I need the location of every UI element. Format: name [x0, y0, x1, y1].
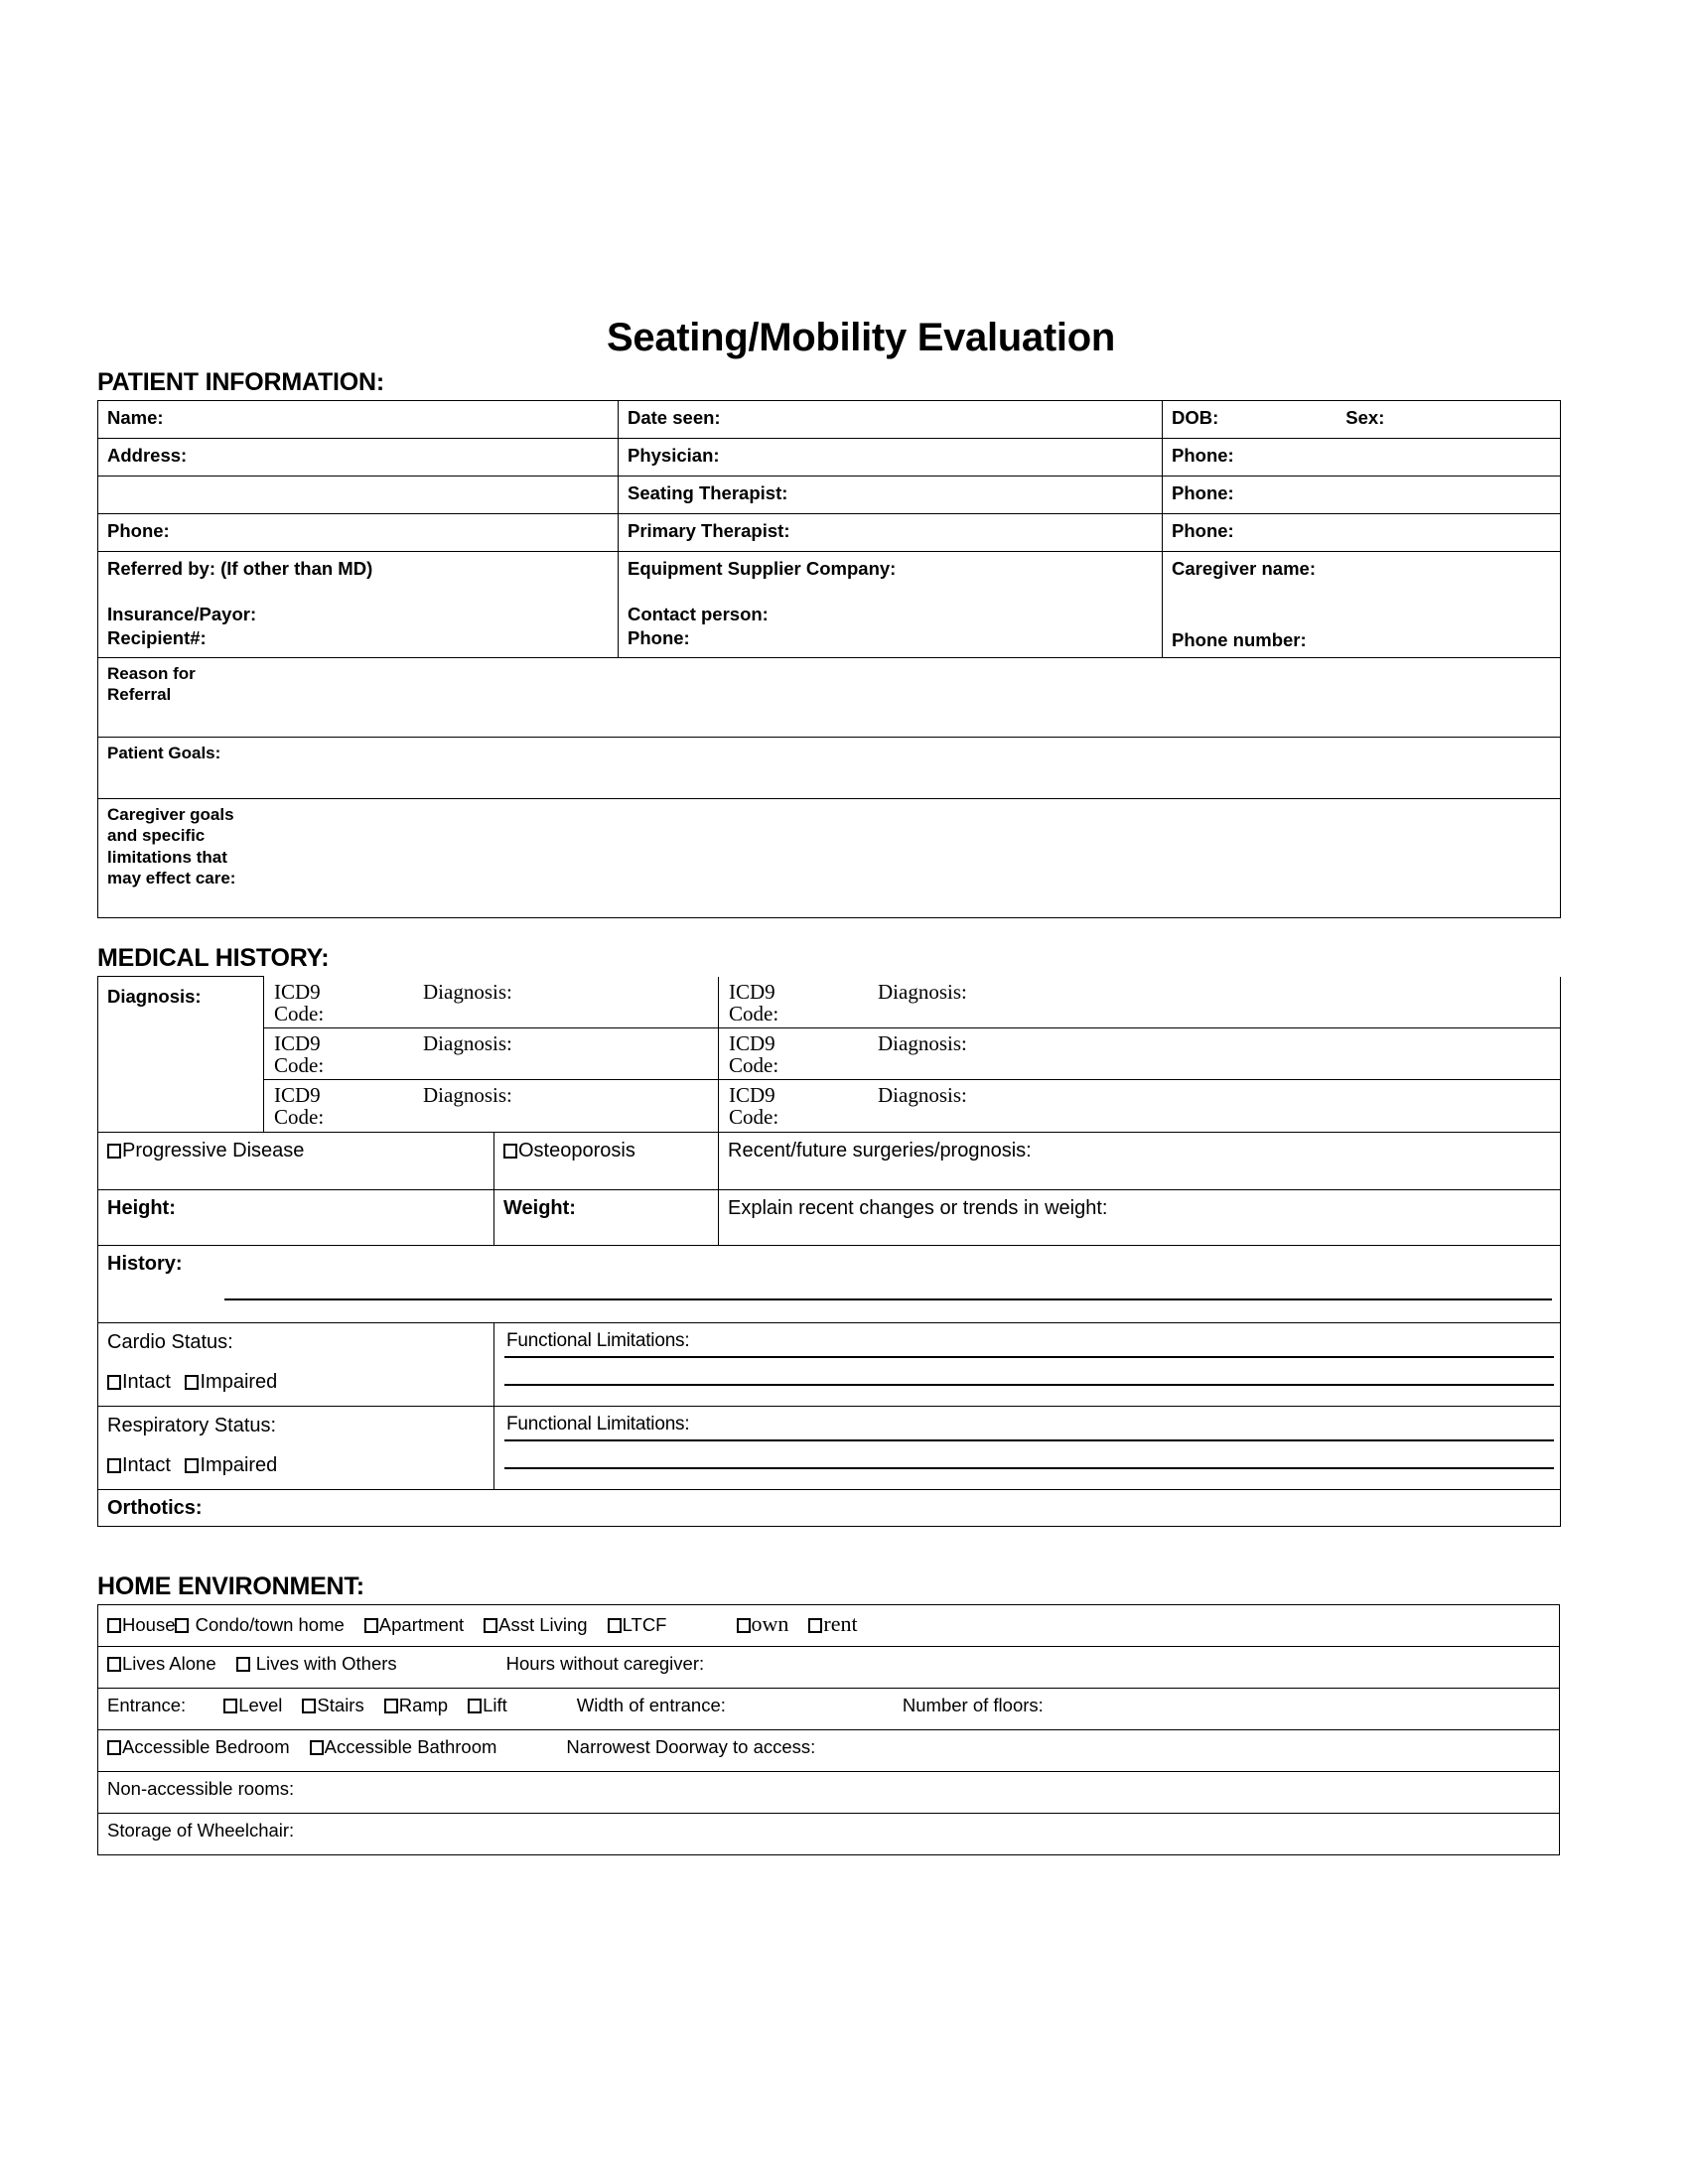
diagnosis-column-right: [719, 977, 1561, 1133]
table-row: [98, 401, 1561, 439]
field-recent-surgeries[interactable]: Recent/future surgeries/prognosis:: [719, 1132, 1561, 1189]
caregiver-goals-line-1: Caregiver goals: [107, 805, 234, 825]
checkbox-icon[interactable]: [107, 1740, 121, 1755]
caregiver-goals-line-2: and specific: [107, 826, 206, 846]
field-history[interactable]: [98, 1245, 1561, 1322]
checkbox-label-lives-alone: Lives Alone: [122, 1652, 216, 1674]
icd9-code-label: Code:: [274, 1053, 325, 1078]
field-physician-phone[interactable]: Phone:: [1163, 439, 1561, 477]
icd9-code-label: Code:: [274, 1002, 325, 1026]
checkbox-icon[interactable]: [310, 1740, 324, 1755]
checkbox-icon[interactable]: [468, 1699, 482, 1713]
checkbox-label-ltcf: LTCF: [622, 1613, 667, 1635]
checkbox-icon[interactable]: [484, 1618, 497, 1633]
cardio-functional-limitations-block[interactable]: [494, 1322, 1561, 1406]
table-row: [98, 1245, 1561, 1322]
field-name[interactable]: Name:: [98, 401, 619, 439]
diagnosis-entry[interactable]: [719, 1080, 1560, 1132]
table-row: [98, 1604, 1560, 1646]
dwelling-type-row: [98, 1604, 1560, 1646]
respiratory-status-label: Respiratory Status:: [107, 1414, 277, 1436]
reason-for-referral-line-1: Reason for: [107, 664, 196, 684]
checkbox-label-stairs: Stairs: [317, 1694, 364, 1715]
checkbox-icon[interactable]: [503, 1144, 517, 1159]
table-row: [98, 658, 1561, 738]
diagnosis-entry[interactable]: [264, 1080, 718, 1132]
page-title: Seating/Mobility Evaluation: [607, 316, 1115, 359]
entrance-label: Entrance:: [107, 1694, 187, 1715]
diagnosis-label: Diagnosis:: [98, 977, 264, 1133]
field-reason-for-referral[interactable]: [98, 658, 1561, 738]
table-row: [98, 1406, 1561, 1489]
checkbox-icon[interactable]: [107, 1375, 121, 1390]
diagnosis-field: Diagnosis:: [423, 1030, 512, 1055]
icd9-code-label: Code:: [729, 1002, 779, 1026]
write-line: [504, 1467, 1554, 1469]
checkbox-label-lift: Lift: [483, 1694, 507, 1715]
history-label: History:: [107, 1252, 183, 1275]
accessible-rooms-row: [98, 1729, 1560, 1771]
icd9-code-label: Code:: [274, 1105, 325, 1130]
patient-information-table: [97, 400, 1561, 918]
field-explain-weight[interactable]: Explain recent changes or trends in weight:: [719, 1189, 1561, 1245]
history-write-line: [224, 1298, 1552, 1300]
table-row: [98, 477, 1561, 514]
field-caregiver-goals[interactable]: [98, 799, 1561, 918]
icd9-code-label: Code:: [729, 1105, 779, 1130]
checkbox-label-level: Level: [238, 1694, 283, 1715]
checkbox-osteoporosis[interactable]: [494, 1132, 719, 1189]
home-environment-table: [97, 1604, 1560, 1855]
field-height[interactable]: Height:: [98, 1189, 494, 1245]
field-primary-therapist[interactable]: Primary Therapist:: [619, 514, 1163, 552]
checkbox-label: Intact: [122, 1453, 171, 1476]
checkbox-icon[interactable]: [808, 1618, 822, 1633]
checkbox-label-own: own: [751, 1610, 789, 1636]
diagnosis-entry[interactable]: [719, 1028, 1560, 1080]
field-primary-therapist-phone[interactable]: Phone:: [1163, 514, 1561, 552]
caregiver-goals-line-4: may effect care:: [107, 868, 236, 887]
checkbox-label-house: House: [122, 1613, 176, 1635]
field-address-line2[interactable]: [98, 477, 619, 514]
table-row: [98, 1688, 1560, 1729]
cardio-status-label: Cardio Status:: [107, 1330, 233, 1353]
field-supplier-block[interactable]: [619, 552, 1163, 658]
table-row: [98, 1729, 1560, 1771]
diagnosis-entry[interactable]: [264, 977, 718, 1028]
diagnosis-field: Diagnosis:: [423, 979, 512, 1004]
cardio-functional-limitations-label: Functional Limitations:: [506, 1329, 690, 1351]
icd9-label: ICD9: [729, 1030, 775, 1055]
field-weight[interactable]: Weight:: [494, 1189, 719, 1245]
field-caregiver-block[interactable]: [1163, 552, 1561, 658]
field-dob-label: DOB:: [1172, 407, 1219, 428]
checkbox-icon[interactable]: [236, 1657, 250, 1672]
respiratory-functional-limitations-block[interactable]: [494, 1406, 1561, 1489]
field-storage-of-wheelchair[interactable]: Storage of Wheelchair:: [98, 1813, 1560, 1854]
cardio-status-options: [107, 1369, 486, 1395]
table-row: [98, 1646, 1560, 1688]
field-address[interactable]: Address:: [98, 439, 619, 477]
checkbox-icon[interactable]: [737, 1618, 751, 1633]
icd9-label: ICD9: [729, 1082, 775, 1107]
checkbox-icon[interactable]: [185, 1375, 199, 1390]
table-row: [98, 1189, 1561, 1245]
table-row: [98, 1132, 1561, 1189]
checkbox-label-rent: rent: [823, 1610, 858, 1636]
icd9-label: ICD9: [274, 1030, 321, 1055]
checkbox-icon[interactable]: [223, 1699, 237, 1713]
diagnosis-field: Diagnosis:: [878, 1030, 967, 1055]
checkbox-icon[interactable]: [107, 1657, 121, 1672]
table-row: [98, 977, 1561, 1133]
table-row: [98, 1771, 1560, 1813]
caregiver-goals-line-3: limitations that: [107, 847, 227, 867]
checkbox-progressive-disease[interactable]: [98, 1132, 494, 1189]
field-date-seen[interactable]: Date seen:: [619, 401, 1163, 439]
field-hours-without-caregiver[interactable]: Hours without caregiver:: [505, 1652, 705, 1674]
field-supplier-phone: Phone:: [628, 627, 690, 649]
form-sheet: [97, 316, 1587, 1855]
field-phone[interactable]: Phone:: [98, 514, 619, 552]
checkbox-label-accessible-bathroom: Accessible Bathroom: [324, 1735, 497, 1757]
entrance-row: [98, 1688, 1560, 1729]
table-row: [98, 738, 1561, 799]
checkbox-icon[interactable]: [107, 1458, 121, 1473]
checkbox-icon[interactable]: [384, 1699, 398, 1713]
icd9-label: ICD9: [274, 979, 321, 1004]
field-equipment-supplier-company: Equipment Supplier Company:: [628, 558, 897, 579]
reason-for-referral-line-2: Referral: [107, 685, 172, 705]
cardio-status-block[interactable]: [98, 1322, 494, 1406]
field-referred-by: Referred by: (If other than MD): [107, 558, 373, 579]
write-line: [504, 1384, 1554, 1386]
table-row: [98, 552, 1561, 658]
table-row: [98, 1813, 1560, 1854]
section-heading-home-environment: HOME ENVIRONMENT:: [97, 1571, 364, 1600]
icd9-label: ICD9: [274, 1082, 321, 1107]
icd9-label: ICD9: [729, 979, 775, 1004]
field-width-of-entrance[interactable]: Width of entrance:: [576, 1694, 726, 1715]
checkbox-icon[interactable]: [608, 1618, 622, 1633]
checkbox-icon[interactable]: [185, 1458, 199, 1473]
respiratory-status-options: [107, 1452, 486, 1478]
table-row: [98, 1322, 1561, 1406]
field-referred-by-block[interactable]: [98, 552, 619, 658]
checkbox-label-asst-living: Asst Living: [498, 1613, 588, 1635]
field-contact-person: Contact person:: [628, 604, 769, 625]
respiratory-functional-limitations-label: Functional Limitations:: [506, 1413, 690, 1434]
diagnosis-entry[interactable]: [264, 1028, 718, 1080]
field-non-accessible-rooms[interactable]: Non-accessible rooms:: [98, 1771, 1560, 1813]
diagnosis-field: Diagnosis:: [423, 1082, 512, 1107]
diagnosis-field: Diagnosis:: [878, 1082, 967, 1107]
checkbox-icon[interactable]: [107, 1144, 121, 1159]
checkbox-label: Intact: [122, 1370, 171, 1393]
field-patient-goals[interactable]: Patient Goals:: [98, 738, 1561, 799]
diagnosis-field: Diagnosis:: [878, 979, 967, 1004]
checkbox-label-apartment: Apartment: [378, 1613, 465, 1635]
checkbox-label-accessible-bedroom: Accessible Bedroom: [122, 1735, 290, 1757]
field-seating-therapist[interactable]: Seating Therapist:: [619, 477, 1163, 514]
section-heading-medical-history: MEDICAL HISTORY:: [97, 944, 330, 973]
field-physician[interactable]: Physician:: [619, 439, 1163, 477]
field-dob-sex[interactable]: [1163, 401, 1561, 439]
table-row: [98, 1489, 1561, 1526]
diagnosis-entry[interactable]: [719, 977, 1560, 1028]
table-row: [98, 439, 1561, 477]
field-sex-label: Sex:: [1345, 407, 1385, 428]
checkbox-label: Impaired: [200, 1453, 278, 1476]
table-row: [98, 799, 1561, 918]
field-recipient-number: Recipient#:: [107, 627, 207, 649]
checkbox-label-lives-with-others: Lives with Others: [255, 1652, 397, 1674]
field-narrowest-doorway[interactable]: Narrowest Doorway to access:: [566, 1735, 816, 1757]
checkbox-label: Impaired: [200, 1370, 278, 1393]
checkbox-label: Osteoporosis: [518, 1139, 635, 1161]
living-situation-row: [98, 1646, 1560, 1688]
checkbox-icon[interactable]: [302, 1699, 316, 1713]
checkbox-icon[interactable]: [175, 1618, 189, 1633]
checkbox-icon[interactable]: [364, 1618, 378, 1633]
field-number-of-floors[interactable]: Number of floors:: [902, 1694, 1044, 1715]
field-caregiver-name: Caregiver name:: [1172, 558, 1316, 579]
checkbox-label-condo: Condo/town home: [195, 1613, 345, 1635]
field-caregiver-phone-number: Phone number:: [1172, 629, 1307, 651]
checkbox-label: Progressive Disease: [122, 1139, 305, 1161]
section-heading-patient-information: PATIENT INFORMATION:: [97, 368, 385, 396]
field-seating-therapist-phone[interactable]: Phone:: [1163, 477, 1561, 514]
checkbox-icon[interactable]: [107, 1618, 121, 1633]
medical-history-table: [97, 976, 1561, 1527]
field-insurance-payor: Insurance/Payor:: [107, 604, 257, 625]
icd9-code-label: Code:: [729, 1053, 779, 1078]
checkbox-label-ramp: Ramp: [398, 1694, 449, 1715]
diagnosis-column-left: [264, 977, 719, 1133]
table-row: [98, 514, 1561, 552]
field-orthotics[interactable]: Orthotics:: [98, 1489, 1561, 1526]
respiratory-status-block[interactable]: [98, 1406, 494, 1489]
